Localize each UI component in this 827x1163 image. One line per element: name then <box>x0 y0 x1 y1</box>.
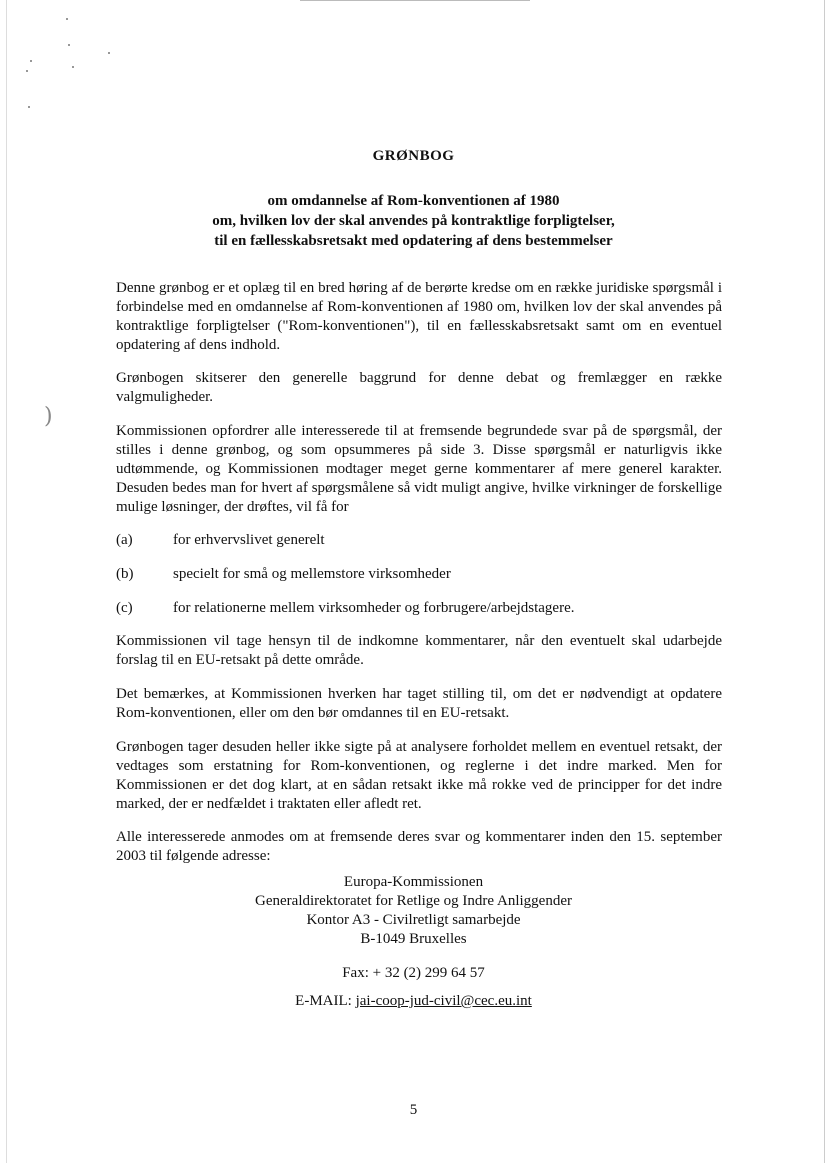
scan-speck <box>30 60 32 62</box>
paragraph-text: Grønbogen tager desuden heller ikke sigte på at analysere forholdet mellem en eventuel retsakt, der vedtages som erstatning for Rom-konventionen, og reglerne i det indre marked. Men for Kommissionen er det dog klart, at en sådan retsakt ikke må rokke ved de principper for det indre marked, der er nedfældet i traktaten eller afledt ret. <box>116 739 722 812</box>
scan-speck <box>72 66 74 68</box>
paragraph-comments <box>116 632 722 670</box>
right-scan-edge <box>824 0 825 1163</box>
paragraph-intro <box>116 279 722 355</box>
fax-number: Fax: + 32 (2) 299 64 57 <box>342 965 485 981</box>
paragraph-text: Kommissionen vil tage hensyn til de indkomne kommentarer, når den eventuelt skal udarbejde forslag til en EU-retsakt på dette område. <box>116 633 722 668</box>
list-item-label: (b) <box>116 566 134 582</box>
subtitle-line: om, hvilken lov der skal anvendes på kontraktlige forpligtelser, <box>212 213 615 229</box>
paragraph-text: Grønbogen skitserer den generelle baggrund for denne debat og fremlægger en række valgmuligheder. <box>116 370 722 405</box>
paragraph-invitation <box>116 422 722 517</box>
email-label: E-MAIL: <box>295 993 352 1009</box>
scan-speck <box>108 52 110 54</box>
top-rule <box>300 0 530 1</box>
email-link[interactable]: jai-coop-jud-civil@cec.eu.int <box>355 993 532 1009</box>
list-item-label: (c) <box>116 600 133 616</box>
scan-speck <box>26 70 28 72</box>
scan-speck <box>66 18 68 20</box>
postal-address <box>0 873 827 949</box>
subtitle-line: til en fællesskabsretsakt med opdatering af dens bestemmelser <box>214 233 613 249</box>
left-scan-edge <box>6 0 7 1163</box>
paragraph-position <box>116 685 722 723</box>
paragraph-text: Denne grønbog er et oplæg til en bred høring af de berørte kredse om en række juridiske spørgsmål i forbindelse med en omdannelse af Rom-konventionen af 1980 om, hvilken lov der skal anvendes på kontraktlige forpligtelser ("Rom-konventionen"), til en fællesskabsretsakt samt om en eventuel opdatering af dens indhold. <box>116 280 722 353</box>
scan-speck <box>28 106 30 108</box>
scan-speck <box>68 44 70 46</box>
address-line: Kontor A3 - Civilretligt samarbejde <box>306 912 521 928</box>
email-line <box>0 993 827 1010</box>
list-item-text: for relationerne mellem virksomheder og forbrugere/arbejdstagere. <box>173 600 575 616</box>
paragraph-background <box>116 369 722 407</box>
paragraph-text: Alle interesserede anmodes om at fremsende deres svar og kommentarer inden den 15. september 2003 til følgende adresse: <box>116 829 722 864</box>
list-item-text: specielt for små og mellemstore virksomheder <box>173 566 451 582</box>
scan-mark: ) <box>44 404 53 429</box>
paragraph-text: Kommissionen opfordrer alle interesserede til at fremsende begrundede svar på de spørgsmål, der stilles i denne grønbog, og som opsummeres på side 3. Disse spørgsmål er naturligvis ikke udtømmende, og Kommissionen modtager meget gerne kommentarer af mere generel karakter. Desuden bedes man for hvert af spørgsmålene så vidt muligt angive, hvilke virkninger de forskellige mulige løsninger, der drøftes, vil få for <box>116 423 722 515</box>
document-title: GRØNBOG <box>372 148 455 164</box>
paragraph-text: Det bemærkes, at Kommissionen hverken har taget stilling til, om det er nødvendigt at opdatere Rom-konventionen, eller om den bør omdannes til en EU-retsakt. <box>116 686 722 721</box>
paragraph-internal-market <box>116 738 722 814</box>
page-number: 5 <box>409 1102 418 1118</box>
list-item-text: for erhvervslivet generelt <box>173 532 325 548</box>
address-line: B-1049 Bruxelles <box>360 931 467 947</box>
list-item-label: (a) <box>116 532 133 548</box>
subtitle-line: om omdannelse af Rom-konventionen af 1980 <box>267 193 560 209</box>
document-subtitle <box>0 191 827 251</box>
address-line: Europa-Kommissionen <box>343 874 484 890</box>
address-line: Generaldirektoratet for Retlige og Indre Anliggender <box>255 893 572 909</box>
paragraph-deadline <box>116 828 722 866</box>
